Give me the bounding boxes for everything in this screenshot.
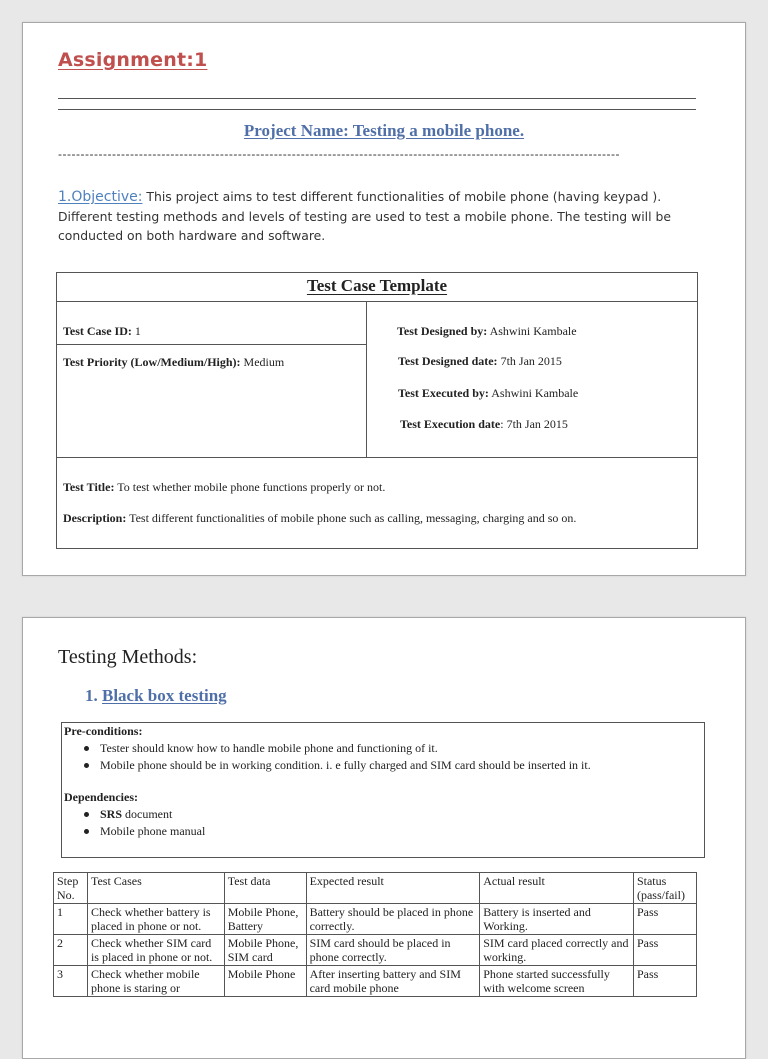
table-cell: Mobile Phone bbox=[224, 966, 306, 997]
table-cell: Pass bbox=[633, 904, 696, 935]
test-description: Description: Test different functionalities of mobile phone such as calling, messaging, charging and so on. bbox=[63, 511, 577, 525]
table-cell: 1 bbox=[54, 904, 88, 935]
table-cell: Mobile Phone, Battery bbox=[224, 904, 306, 935]
table-header: Test data bbox=[224, 873, 306, 904]
dependencies-label: Dependencies: bbox=[64, 790, 138, 804]
table-cell: Phone started successfully with welcome screen bbox=[480, 966, 634, 997]
table-cell: Pass bbox=[633, 966, 696, 997]
table-cell: 2 bbox=[54, 935, 88, 966]
test-case-id: Test Case ID: 1 bbox=[63, 324, 141, 338]
project-name: Project Name: Testing a mobile phone. bbox=[243, 121, 525, 140]
table-header: Expected result bbox=[306, 873, 480, 904]
divider bbox=[57, 344, 366, 345]
table-header: Status (pass/fail) bbox=[633, 873, 696, 904]
objective-label: 1.Objective: bbox=[58, 189, 143, 205]
objective-text: This project aims to test different functionalities of mobile phone (having keypad ). Different testing methods and levels of testing are used to test a mobile phone. The testing will be conducted on both hardware and software. bbox=[58, 189, 671, 243]
test-priority: Test Priority (Low/Medium/High): Medium bbox=[63, 355, 285, 369]
table-cell: Battery is inserted and Working. bbox=[480, 904, 634, 935]
objective-paragraph bbox=[58, 187, 678, 245]
table-cell: After inserting battery and SIM card mobile phone bbox=[306, 966, 480, 997]
test-execution-date: Test Execution date: 7th Jan 2015 bbox=[400, 417, 568, 431]
table-cell: Check whether mobile phone is staring or bbox=[87, 966, 224, 997]
table-cell: 3 bbox=[54, 966, 88, 997]
table-cell: Mobile Phone, SIM card bbox=[224, 935, 306, 966]
table-header: Test Cases bbox=[87, 873, 224, 904]
testing-methods-heading: Testing Methods: bbox=[58, 646, 198, 668]
method-number: 1. bbox=[85, 686, 98, 705]
test-steps-table bbox=[53, 872, 697, 997]
table-header: Step No. bbox=[54, 873, 88, 904]
page-2 bbox=[22, 617, 746, 1059]
table-cell: SIM card placed correctly and working. bbox=[480, 935, 634, 966]
dependencies-list bbox=[80, 806, 205, 840]
table-cell: Check whether SIM card is placed in phone or not. bbox=[87, 935, 224, 966]
table-row bbox=[54, 904, 697, 935]
assignment-title: Assignment:1 bbox=[58, 49, 208, 71]
horizontal-rule bbox=[58, 98, 696, 99]
table-row bbox=[54, 935, 697, 966]
table-cell: SIM card should be placed in phone correctly. bbox=[306, 935, 480, 966]
test-designed-by: Test Designed by: Ashwini Kambale bbox=[397, 324, 577, 338]
preconditions-box bbox=[61, 722, 705, 858]
black-box-heading bbox=[85, 686, 227, 706]
divider bbox=[57, 457, 697, 458]
horizontal-rule bbox=[58, 109, 696, 110]
preconditions-label: Pre-conditions: bbox=[64, 724, 143, 738]
table-header: Actual result bbox=[480, 873, 634, 904]
table-row bbox=[54, 966, 697, 997]
list-item: SRS document bbox=[100, 806, 205, 823]
table-cell: Pass bbox=[633, 935, 696, 966]
table-cell: Check whether battery is placed in phone or not. bbox=[87, 904, 224, 935]
divider bbox=[366, 301, 367, 457]
list-item: Tester should know how to handle mobile phone and functioning of it. bbox=[100, 740, 591, 757]
dashed-separator: ----------------------------------------------------------------------------------------------------------------------------- bbox=[58, 147, 621, 161]
test-case-template bbox=[56, 272, 698, 549]
test-title: Test Title: To test whether mobile phone functions properly or not. bbox=[63, 480, 386, 494]
template-title: Test Case Template bbox=[57, 273, 697, 302]
list-item: Mobile phone manual bbox=[100, 824, 206, 838]
table-cell: Battery should be placed in phone correctly. bbox=[306, 904, 480, 935]
test-designed-date: Test Designed date: 7th Jan 2015 bbox=[398, 354, 562, 368]
list-item: Mobile phone should be in working condition. i. e fully charged and SIM card should be inserted in it. bbox=[100, 758, 591, 772]
page-1 bbox=[22, 22, 746, 576]
table-header-row bbox=[54, 873, 697, 904]
test-executed-by: Test Executed by: Ashwini Kambale bbox=[398, 386, 579, 400]
method-title: Black box testing bbox=[102, 686, 227, 705]
preconditions-list bbox=[80, 740, 591, 774]
